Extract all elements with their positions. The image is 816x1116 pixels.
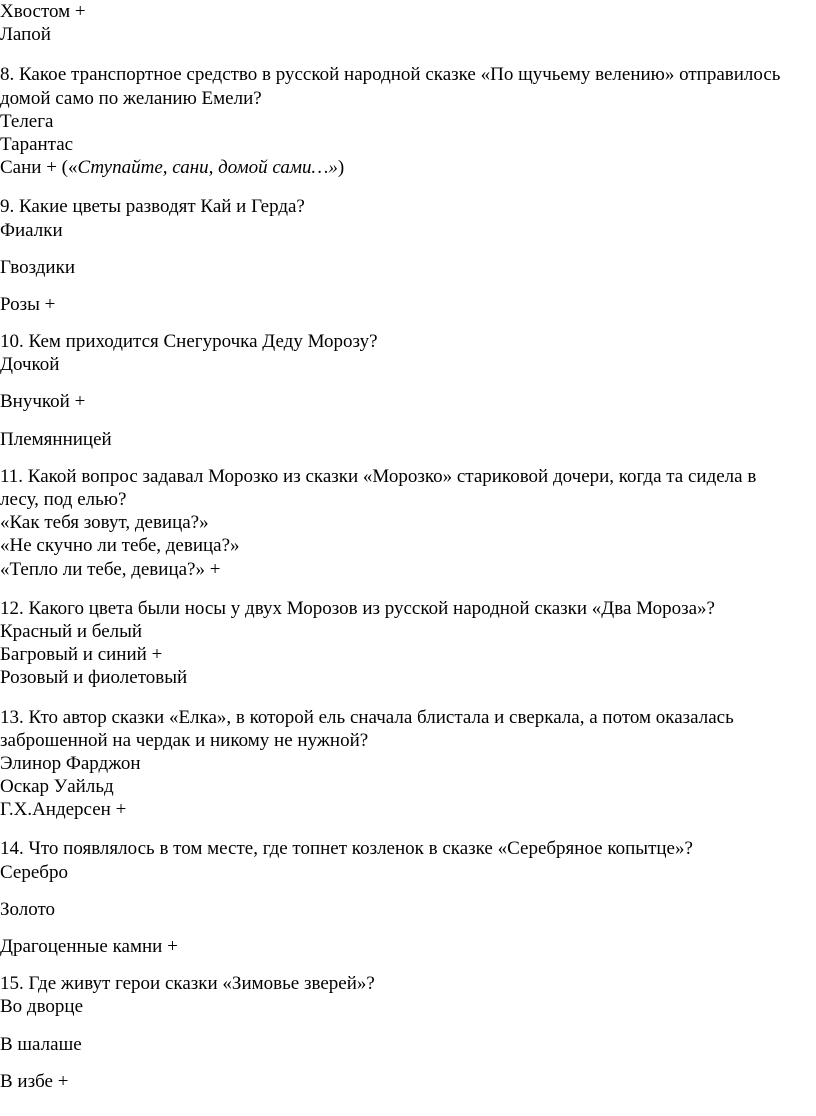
q8-question-line1: 8. Какое транспортное средство в русской народной сказке «По щучьему велению» отправилось xyxy=(0,64,781,86)
q12-answer-b: Багровый и синий + xyxy=(0,644,163,666)
q11-question-line2: лесу, под елью? xyxy=(0,489,127,510)
q8-answer-c-suffix: ) xyxy=(337,157,345,179)
q8-answer-c-quote: Ступайте, сани, домой сами…» xyxy=(77,157,338,179)
q15-answer-c: В избе + xyxy=(0,1070,69,1092)
q10-answer-b: Внучкой + xyxy=(0,391,86,413)
q8-answer-a: Телега xyxy=(0,110,54,132)
q14-answer-b: Золото xyxy=(0,898,56,920)
q15-question: 15. Где живут герои сказки «Зимовье зверей»? xyxy=(0,973,375,995)
q12-question: 12. Какого цвета были носы у двух Морозов из русской народной сказки «Два Мороза»? xyxy=(0,597,715,619)
q11-answer-b: «Не скучно ли тебе, девица?» xyxy=(0,535,240,557)
q8-answer-c-prefix: Сани + (« xyxy=(0,157,78,179)
q9-answer-c: Розы + xyxy=(0,293,56,315)
q9-answer-a: Фиалки xyxy=(0,219,63,241)
q9-answer-b: Гвоздики xyxy=(0,256,75,278)
q13-answer-c: Г.Х.Андерсен + xyxy=(0,799,127,821)
q8-question-line2: домой само по желанию Емели? xyxy=(0,87,262,109)
q11-answer-a: «Как тебя зовут, девица?» xyxy=(0,512,209,534)
q12-answer-a: Красный и белый xyxy=(0,620,143,642)
q7-answer-b: Хвостом + xyxy=(0,1,86,22)
q14-question: 14. Что появлялось в том месте, где топнет козленок в сказке «Серебряное копытце»? xyxy=(0,838,693,860)
q15-answer-a: Во дворце xyxy=(0,996,84,1018)
q11-question-line1: 11. Какой вопрос задавал Морозко из сказки «Морозко» стариковой дочери, когда та сидела в xyxy=(0,465,757,487)
q10-answer-c: Племянницей xyxy=(0,428,112,450)
q10-answer-a: Дочкой xyxy=(0,354,60,376)
q7-answer-c: Лапой xyxy=(0,24,51,46)
q9-question: 9. Какие цветы разводят Кай и Герда? xyxy=(0,196,305,218)
q13-question-line1: 13. Кто автор сказки «Елка», в которой ель сначала блистала и сверкала, а потом оказалась xyxy=(0,706,734,728)
q11-answer-c: «Тепло ли тебе, девица?» + xyxy=(0,558,221,580)
q15-answer-b: В шалаше xyxy=(0,1033,82,1055)
q13-answer-a: Элинор Фарджон xyxy=(0,752,141,774)
q10-question: 10. Кем приходится Снегурочка Деду Морозу? xyxy=(0,331,378,353)
q8-answer-c xyxy=(0,156,816,179)
q14-answer-a: Серебро xyxy=(0,861,68,883)
q14-answer-c: Драгоценные камни + xyxy=(0,936,178,957)
q13-question-line2: заброшенной на чердак и никому не нужной? xyxy=(0,729,369,751)
q13-answer-b: Оскар Уайльд xyxy=(0,776,114,798)
q8-answer-b: Тарантас xyxy=(0,133,74,155)
q12-answer-c: Розовый и фиолетовый xyxy=(0,667,188,689)
